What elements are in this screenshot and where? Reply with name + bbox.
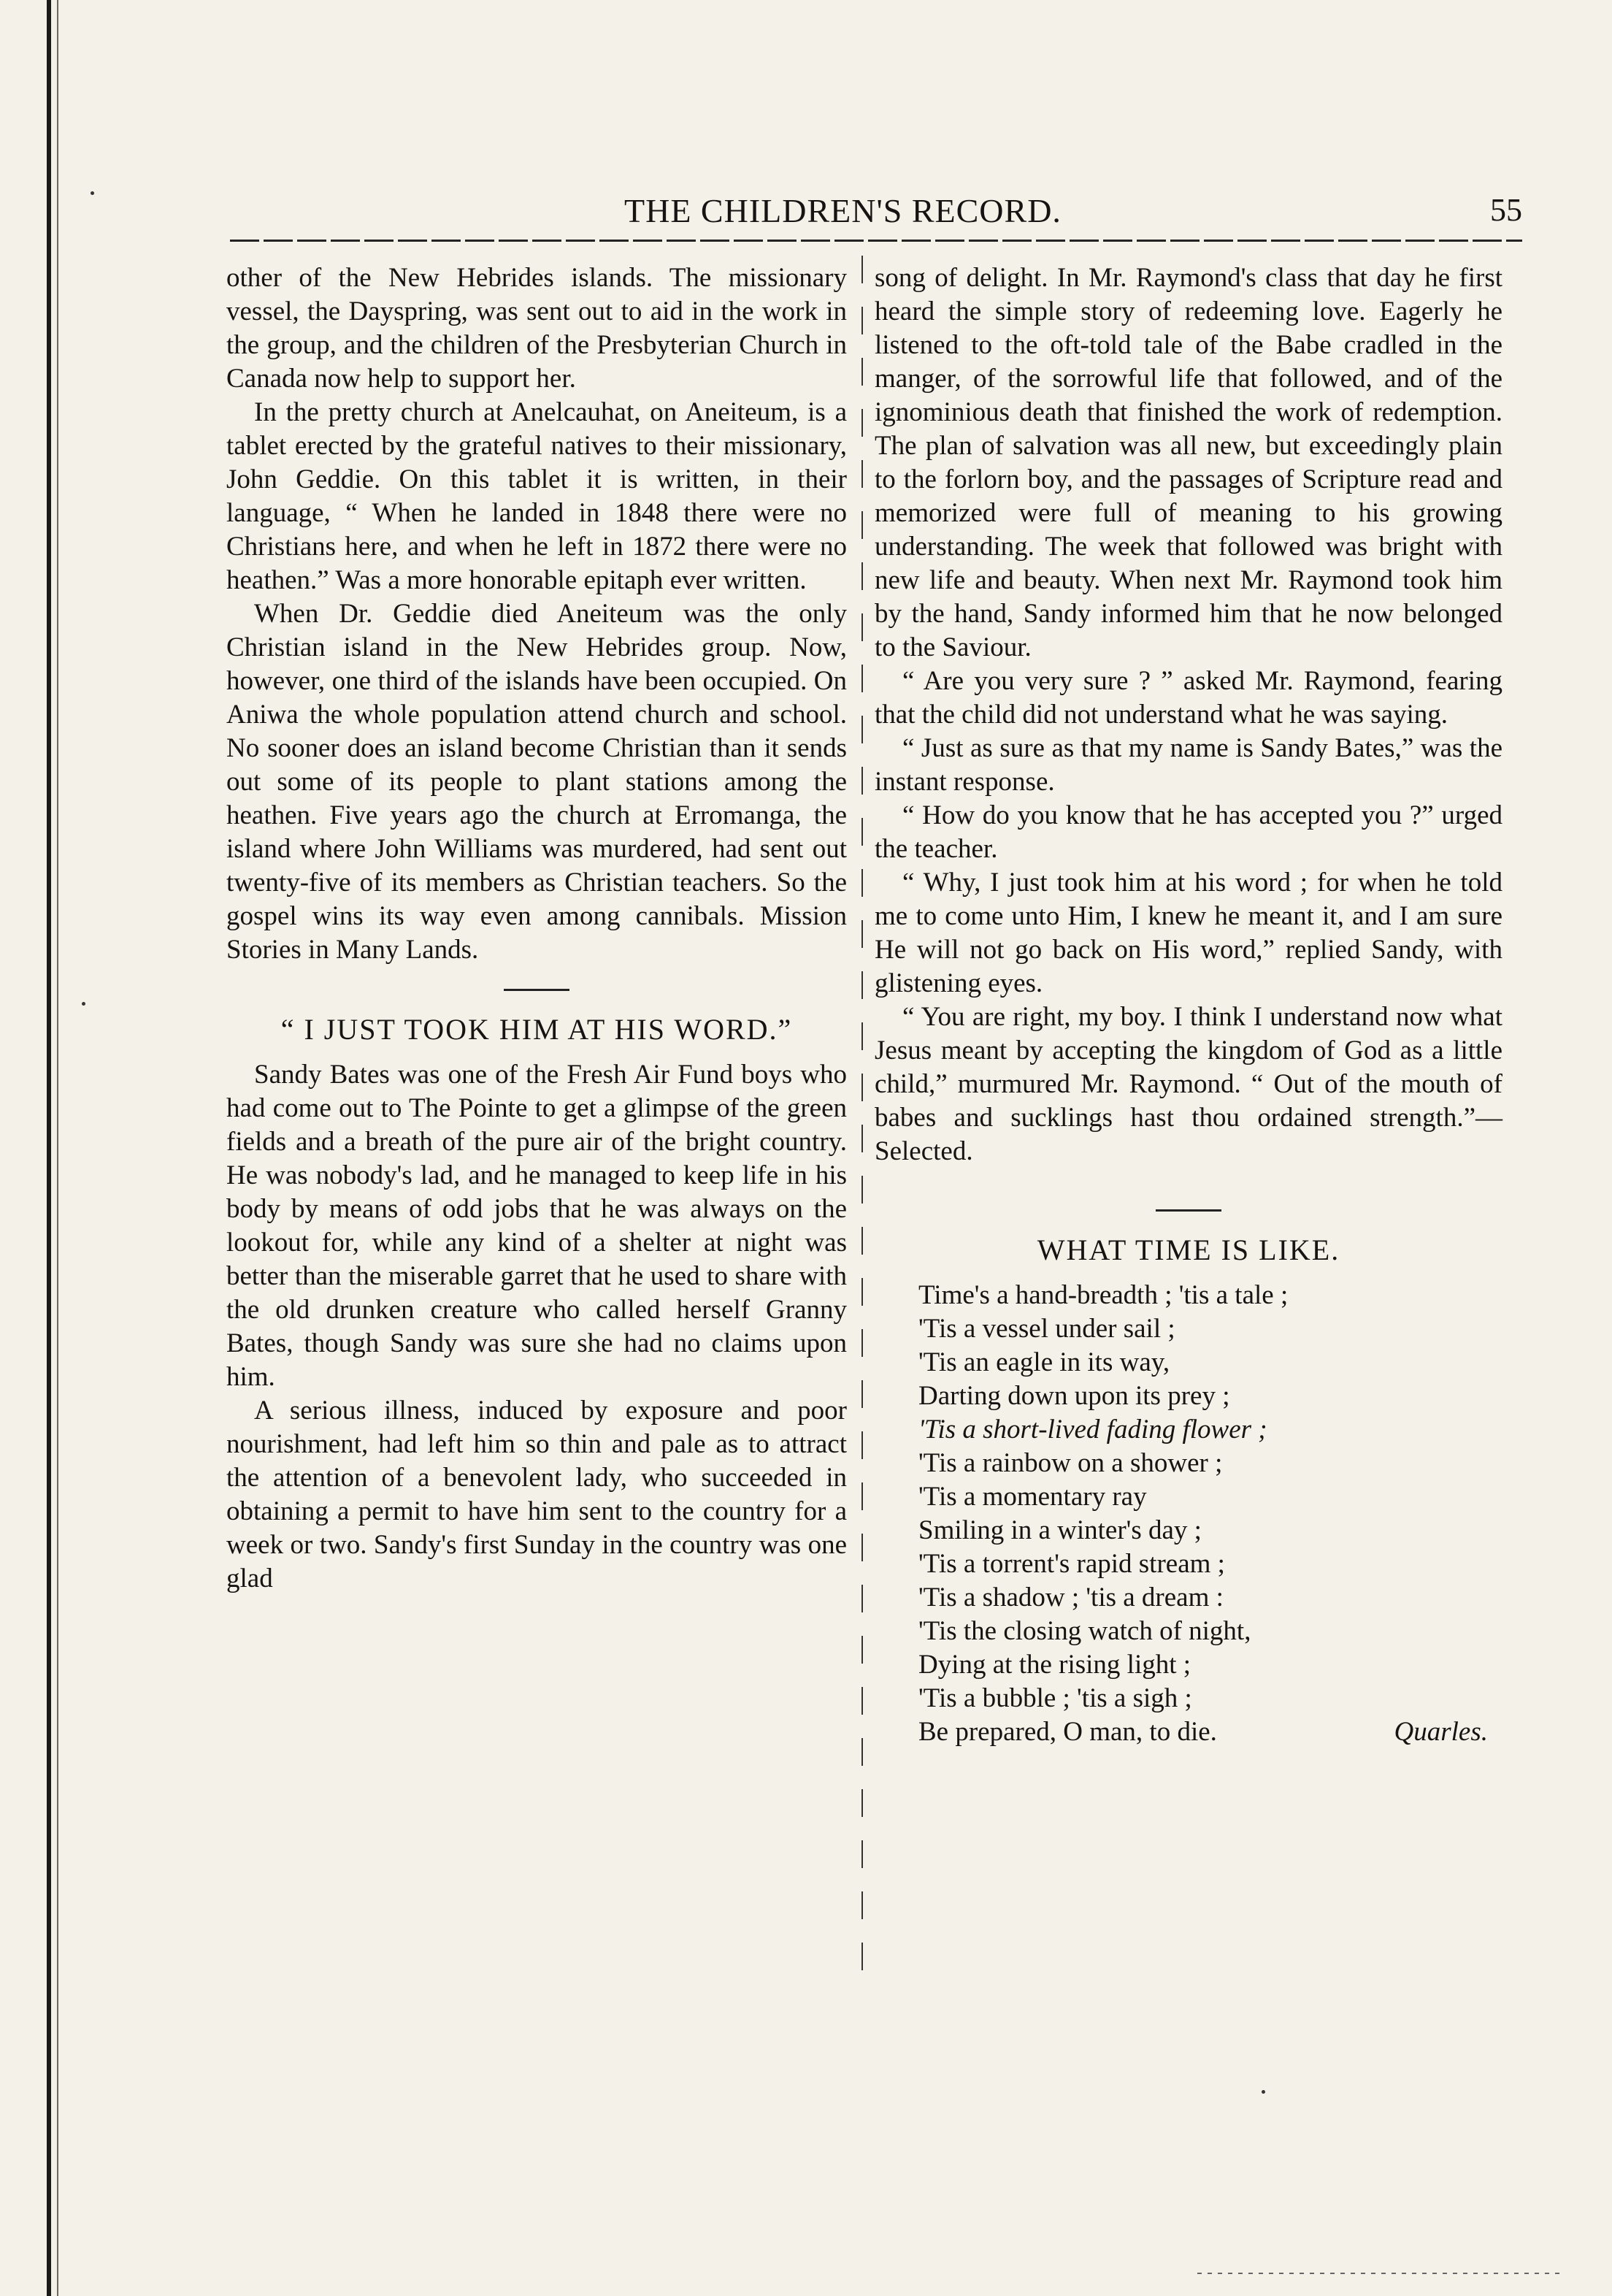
section-divider [504,989,569,991]
story-heading: “ I JUST TOOK HIM AT HIS WORD.” [280,1013,793,1046]
page-header [223,191,1522,235]
poem-line: 'Tis a torrent's rapid stream ; [918,1549,1225,1579]
header-rule [230,240,1522,242]
right-column [875,261,1502,1749]
poem-line: Be prepared, O man, to die. [918,1717,1217,1747]
poem-line: 'Tis the closing watch of night, [918,1616,1251,1646]
page-binding-edge [47,0,51,2296]
poem-line: Darting down upon its prey ; [918,1381,1230,1411]
story-paragraph: “ How do you know that he has accepted you ?” urged the teacher. [875,800,1502,864]
poem-author: Quarles. [1394,1717,1488,1747]
print-speck [91,191,94,195]
poem-last-line [918,1715,1502,1749]
poem [918,1279,1502,1749]
poem-line: 'Tis a rainbow on a shower ; [918,1448,1223,1478]
story-paragraph: “ You are right, my boy. I think I understand now what Jesus meant by accepting the kingdom of God as a little child,” murmured Mr. Raymond. “ Out of the mouth of babes and sucklings hast thou ordained strength.”—Selected. [875,1002,1502,1166]
story-paragraph: song of delight. In Mr. Raymond's class that day he first heard the simple story of redeeming love. Eagerly he listened to the oft-told tale of the Babe cradled in the manger, of the sorrowful life that followed, and of the ignominious death that finished the work of redemption. The plan of salvation was all new, but exceedingly plain to the forlorn boy, and the passages of Scripture read and memorized were full of meaning to his growing understanding. The week that followed was bright with new life and beauty. When next Mr. Raymond took him by the hand, Sandy informed him that he now belonged to the Saviour. [875,263,1502,662]
poem-line: 'Tis a short-lived fading flower ; [918,1415,1267,1444]
article-paragraph: In the pretty church at Anelcauhat, on Aneiteum, is a tablet erected by the grateful natives to their missionary, John Geddie. On this tablet it is written, in their language, “ When he landed in 1848 there were no Christians here, and when he left in 1872 there were no heathen.” Was a more honorable epitaph ever written. [226,397,847,595]
poem-line: Time's a hand-breadth ; 'tis a tale ; [918,1280,1289,1310]
section-divider [1156,1209,1221,1212]
story-paragraph: A serious illness, induced by exposure and poor nourishment, had left him so thin and pale as to attract the attention of a benevolent lady, who succeeded in obtaining a permit to have him sent to the country for a week or two. Sandy's first Sunday in the country was one glad [226,1396,847,1593]
running-title: THE CHILDREN'S RECORD. [624,192,1062,229]
print-speck [82,1002,85,1006]
story-paragraph: Sandy Bates was one of the Fresh Air Fund boys who had come out to The Pointe to get a glimpse of the green fields and a breath of the pure air of the bright country. He was nobody's lad, and he managed to keep life in his body by means of odd jobs that he was always on the lookout for, while any kind of a shelter at night was better than the miserable garret that he used to share with the old drunken creature who called herself Granny Bates, though Sandy was sure she had no claims upon him. [226,1060,847,1392]
left-column [226,261,847,1596]
column-divider [861,256,863,1979]
page-binding-shadow [57,0,58,2296]
story-paragraph: “ Are you very sure ? ” asked Mr. Raymond, fearing that the child did not understand what he was saying. [875,666,1502,730]
poem-line: 'Tis a bubble ; 'tis a sigh ; [918,1683,1192,1713]
story-paragraph: “ Just as sure as that my name is Sandy Bates,” was the instant response. [875,733,1502,797]
article-paragraph: other of the New Hebrides islands. The missionary vessel, the Dayspring, was sent out to aid in the work in the group, and the children of the Presbyterian Church in Canada now help to support her. [226,263,847,394]
poem-line: 'Tis an eagle in its way, [918,1347,1170,1377]
print-speck [1262,2090,1265,2094]
article-paragraph: When Dr. Geddie died Aneiteum was the only Christian island in the New Hebrides group. Now, however, one third of the islands have been occupied. On Aniwa the whole population attend church and school. No sooner does an island become Christian than it sends out some of its people to plant stations among the heathen. Five years ago the church at Erromanga, the island where John Williams was murdered, had sent out twenty-five of its members as Christian teachers. So the gospel wins its way even among cannibals. Mission Stories in Many Lands. [226,599,847,965]
footer-rule [1197,2273,1562,2274]
poem-line: 'Tis a momentary ray [918,1482,1147,1512]
poem-line: Smiling in a winter's day ; [918,1515,1202,1545]
story-paragraph: “ Why, I just took him at his word ; for when he told me to come unto Him, I knew he meant it, and I am sure He will not go back on His word,” replied Sandy, with glistening eyes. [875,868,1502,998]
poem-line: 'Tis a shadow ; 'tis a dream : [918,1583,1224,1612]
poem-line: 'Tis a vessel under sail ; [918,1314,1175,1344]
poem-line: Dying at the rising light ; [918,1650,1191,1680]
page-number: 55 [1490,192,1522,228]
poem-heading: WHAT TIME IS LIKE. [1037,1233,1340,1266]
